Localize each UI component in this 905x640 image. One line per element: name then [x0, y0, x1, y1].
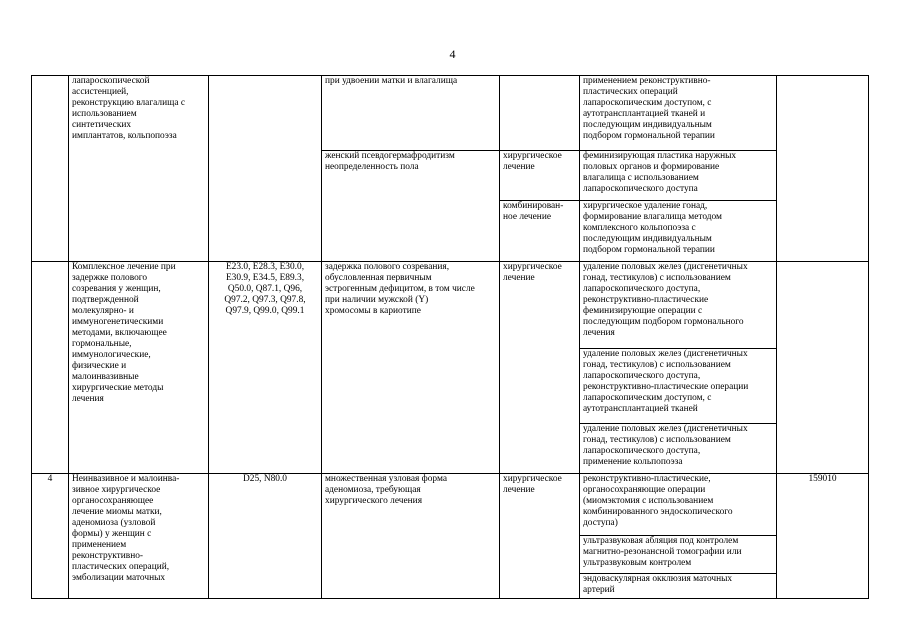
care-type-cell: Комплексное лечение при задержке полового созревания у женщин, подтвержденной молекулярно- и иммуногенетическими методами, включающее гормональные, иммунологические, физические и малоинвазивные хирургические методы лечения [69, 262, 209, 474]
treatment-method-cell: реконструктивно-пластические, органосохраняющие операции (миомэктомия с использованием комбинированного эндоскопического доступа) [580, 474, 777, 536]
patient-model-cell: множественная узловая форма аденомиоза, требующая хирургического лечения [322, 474, 500, 599]
treatment-method-cell: удаление половых желез (дисгенетичных гонад, тестикулов) с использованием лапароскопического доступа, реконструктивно-пластические операции лапароскопическим доступом, с аутотрансплантацией тканей [580, 349, 777, 424]
treatment-type-cell: хирургическое лечение [500, 474, 580, 599]
medical-care-table [31, 75, 869, 599]
icd-codes-cell: D25, N80.0 [209, 474, 322, 599]
cost-cell: 159010 [777, 474, 869, 599]
treatment-method-cell: феминизирующая пластика наружных половых органов и формирование влагалища с использованием лапароскопического доступа [580, 151, 777, 201]
treatment-method-cell: удаление половых желез (дисгенетичных гонад, тестикулов) с использованием лапароскопического доступа, реконструктивно-пластические феминизирующие операции с последующим подбором гормонального лечения [580, 262, 777, 349]
cost-cell-empty [777, 262, 869, 474]
treatment-type-cell [500, 76, 580, 151]
treatment-type-cell: хирургическое лечение [500, 262, 580, 474]
treatment-method-cell: эндоваскулярная окклюзия маточных артерий [580, 574, 777, 599]
patient-model-cell: при удвоении матки и влагалища [322, 76, 500, 151]
treatment-method-cell: ультразвуковая абляция под контролем магнитно-резонансной томографии или ультразвуковым контролем [580, 536, 777, 574]
patient-model-cell: женский псевдогермафродитизм неопределенность пола [322, 151, 500, 262]
treatment-type-cell: комбинирован- ное лечение [500, 201, 580, 262]
care-type-cell: Неинвазивное и малоинва- зивное хирургическое органосохраняющее лечение миомы матки, аденомиоза (узловой формы) у женщин с применением реконструктивно- пластических операций, эмболизации маточных [69, 474, 209, 599]
row-number-cell-empty [32, 262, 69, 474]
treatment-method-cell: удаление половых желез (дисгенетичных гонад, тестикулов) с использованием лапароскопического доступа, применение кольпопоэза [580, 424, 777, 474]
treatment-method-cell: применением реконструктивно- пластических операций лапароскопическим доступом, с аутотрансплантацией тканей и последующим индивидуальным подбором гормональной терапии [580, 76, 777, 151]
icd-codes-cell: E23.0, E28.3, E30.0, E30.9, E34.5, E89.3, Q50.0, Q87.1, Q96, Q97.2, Q97.3, Q97.8, Q97.9, Q99.0, Q99.1 [209, 262, 322, 474]
treatment-type-cell: хирургическое лечение [500, 151, 580, 201]
care-type-cell: лапароскопической ассистенцией, реконструкцию влагалища с использованием синтетических имплантатов, кольпопоэза [69, 76, 209, 262]
cost-cell-empty [777, 76, 869, 262]
treatment-method-cell: хирургическое удаление гонад, формирование влагалища методом комплексного кольпопоэза с последующим индивидуальным подбором гормональной терапии [580, 201, 777, 262]
patient-model-cell: задержка полового созревания, обусловленная первичным эстрогенным дефицитом, в том числе при наличии мужской (Y) хромосомы в кариотипе [322, 262, 500, 474]
icd-codes-cell-empty [209, 76, 322, 262]
row-number-cell-empty [32, 76, 69, 262]
page-number: 4 [449, 47, 456, 61]
row-number-cell: 4 [32, 474, 69, 599]
